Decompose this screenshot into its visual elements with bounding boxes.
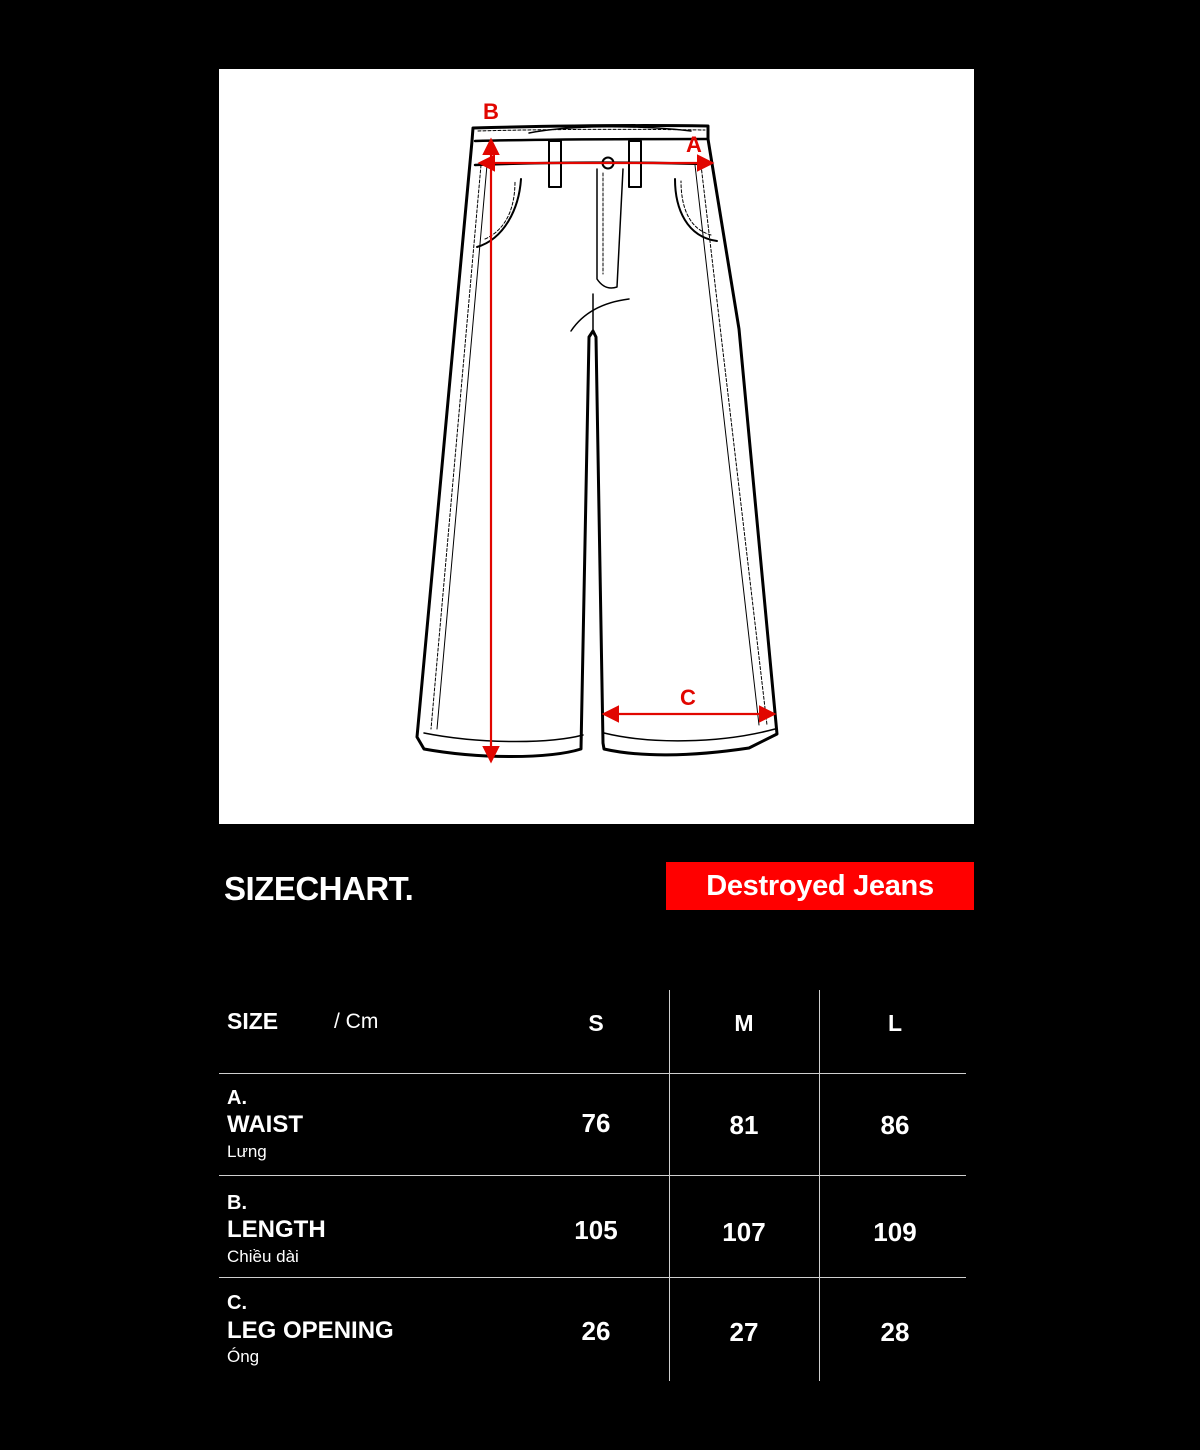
value-cell: 26 [581,1316,611,1346]
row-name: LEG OPENING [227,1317,394,1344]
row-subtitle: Chiều dài [227,1247,299,1266]
row-letter: A. [227,1087,247,1109]
column-header-m: M [734,1010,754,1036]
label-c: C [680,685,696,710]
row-name: WAIST [227,1111,303,1138]
measurement-lines [481,141,773,760]
column-header-l: L [887,1010,903,1036]
row-letter: C. [227,1292,247,1314]
pants-outline [417,126,777,757]
size-header: SIZE [227,1008,279,1034]
value-cell: 81 [729,1110,759,1140]
pants-illustration [219,69,974,824]
row-name: LENGTH [227,1216,326,1243]
row-subtitle: Lưng [227,1142,267,1161]
column-divider [669,990,670,1381]
column-header-s: S [588,1010,604,1036]
product-name-badge: Destroyed Jeans [666,862,974,910]
value-cell: 76 [581,1108,611,1138]
value-cell: 86 [880,1110,910,1140]
row-divider [219,1277,966,1278]
row-subtitle: Óng [227,1347,260,1366]
value-cell: 105 [574,1215,618,1245]
row-divider [219,1073,966,1074]
page-title: SIZECHART. [224,870,414,907]
value-cell: 27 [729,1317,759,1347]
column-divider [819,990,820,1381]
value-cell: 28 [880,1317,910,1347]
row-letter: B. [227,1192,247,1214]
label-a: A [686,132,702,157]
value-cell: 109 [873,1217,917,1247]
pants-diagram [219,69,974,824]
label-b: B [483,99,499,124]
value-cell: 107 [722,1217,766,1247]
size-table [219,990,966,1381]
unit-label: / Cm [334,1010,379,1033]
row-divider [219,1175,966,1176]
